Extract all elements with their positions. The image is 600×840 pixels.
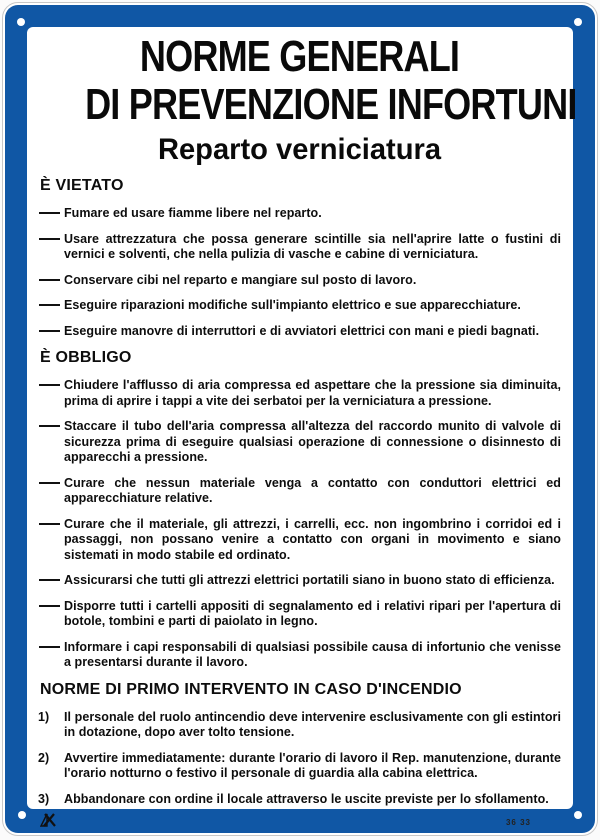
sign-plate [2, 2, 598, 836]
item-number: 2) [38, 750, 50, 765]
dash-bullet [38, 206, 64, 222]
screw-hole-bottom-right-icon [574, 811, 582, 819]
item-text: Assicurarsi che tutti gli attrezzi elettrici portatili siano in buono stato di efficienza. [64, 573, 555, 587]
item-text: Curare che il materiale, gli attrezzi, i carrelli, ecc. non ingombrino i corridoi ed i passaggi, non possano venire a contatto con organi in movimento e siano sistemati in modo stabile ed ordinato. [64, 516, 561, 562]
list-item [38, 710, 561, 741]
list-item [38, 206, 561, 222]
list-item [38, 792, 561, 808]
sign-footer [38, 813, 561, 827]
screw-hole-bottom-left-icon [18, 811, 26, 819]
blue-border [5, 5, 595, 833]
item-text: Staccare il tubo dell'aria compressa all'altezza del raccordo munito di valvole di sicurezza prima di eseguire qualsiasi operazione di connessione o disinnesto di apparecchi a pressione. [64, 419, 561, 464]
catalog-code: 36 33 [505, 818, 531, 827]
dash-bullet [38, 476, 64, 507]
manufacturer-logo-icon [40, 813, 57, 827]
item-number: 3) [38, 791, 50, 806]
dash-bullet [38, 517, 64, 564]
dash-bullet [38, 324, 64, 340]
screw-hole-top-left-icon [17, 18, 25, 26]
item-text: Fumare ed usare fiamme libere nel reparto. [64, 206, 322, 220]
item-text: Informare i capi responsabili di qualsiasi possibile causa di infortunio che venisse a presentarsi durante il lavoro. [64, 639, 561, 669]
list-item [38, 419, 561, 466]
list-item [38, 378, 561, 409]
obligation-list [38, 378, 561, 671]
content-panel [27, 27, 577, 827]
sign-title-line2: DI PREVENZIONE INFORTUNI [85, 80, 577, 129]
fire-intervention-list [38, 710, 561, 808]
item-text: Eseguire manovre di interruttori e di avviatori elettrici con mani e piedi bagnati. [64, 323, 540, 338]
screw-hole-top-right-icon [574, 18, 582, 26]
item-text: Il personale del ruolo antincendio deve intervenire esclusivamente con gli estintori in dotazione, dopo aver tolto tensione. [64, 709, 561, 739]
dash-bullet [38, 298, 64, 314]
list-item [38, 599, 561, 630]
sign-subtitle: Reparto verniciatura [157, 133, 442, 166]
item-text: Chiudere l'afflusso di aria compressa ed aspettare che la pressione sia diminuita, prima di aprire i tappi a vite dei serbatoi per la verniciatura a pressione. [64, 378, 561, 408]
section-heading-incendio: NORME DI PRIMO INTERVENTO IN CASO D'INCENDIO [40, 680, 462, 698]
dash-bullet [38, 273, 64, 289]
section-heading-obbligo: È OBBLIGO [40, 349, 132, 366]
item-text: Avvertire immediatamente: durante l'orario di lavoro il Rep. manutenzione, durante l'orario notturno o festivo il personale di guardia alla cabina elettrica. [64, 750, 561, 780]
dash-bullet [38, 573, 64, 589]
list-item [38, 324, 561, 340]
sign-title-line1: NORME GENERALI [139, 32, 460, 81]
list-item [38, 573, 561, 589]
dash-bullet [38, 419, 64, 466]
dash-bullet [38, 640, 64, 671]
prohibition-list [38, 206, 561, 339]
list-item [38, 517, 561, 564]
section-heading-vietato: È VIETATO [40, 177, 124, 194]
dash-bullet [38, 378, 64, 409]
list-item [38, 476, 561, 507]
dash-bullet [38, 232, 64, 263]
list-item [38, 640, 561, 671]
list-item [38, 751, 561, 782]
item-text: Usare attrezzatura che possa generare scintille sia nell'aprire latte o fustini di vernici e solventi, che nella pulizia di vasche e cabine di verniciatura. [64, 231, 561, 261]
item-text: Curare che nessun materiale venga a contatto con conduttori elettrici ed apparecchiature relative. [64, 475, 561, 505]
item-text: Conservare cibi nel reparto e mangiare sul posto di lavoro. [64, 272, 417, 287]
list-item [38, 298, 561, 314]
dash-bullet [38, 599, 64, 630]
list-item [38, 232, 561, 263]
item-text: Eseguire riparazioni modifiche sull'impianto elettrico e sue apparecchiature. [64, 298, 521, 312]
item-text: Disporre tutti i cartelli appositi di segnalamento ed i relativi ripari per l'apertura di botole, tombini e parti di paiolato in legno. [64, 598, 561, 628]
item-number: 1) [38, 709, 50, 724]
list-item [38, 273, 561, 289]
item-text: Abbandonare con ordine il locale attraverso le uscite previste per lo sfollamento. [64, 791, 549, 806]
